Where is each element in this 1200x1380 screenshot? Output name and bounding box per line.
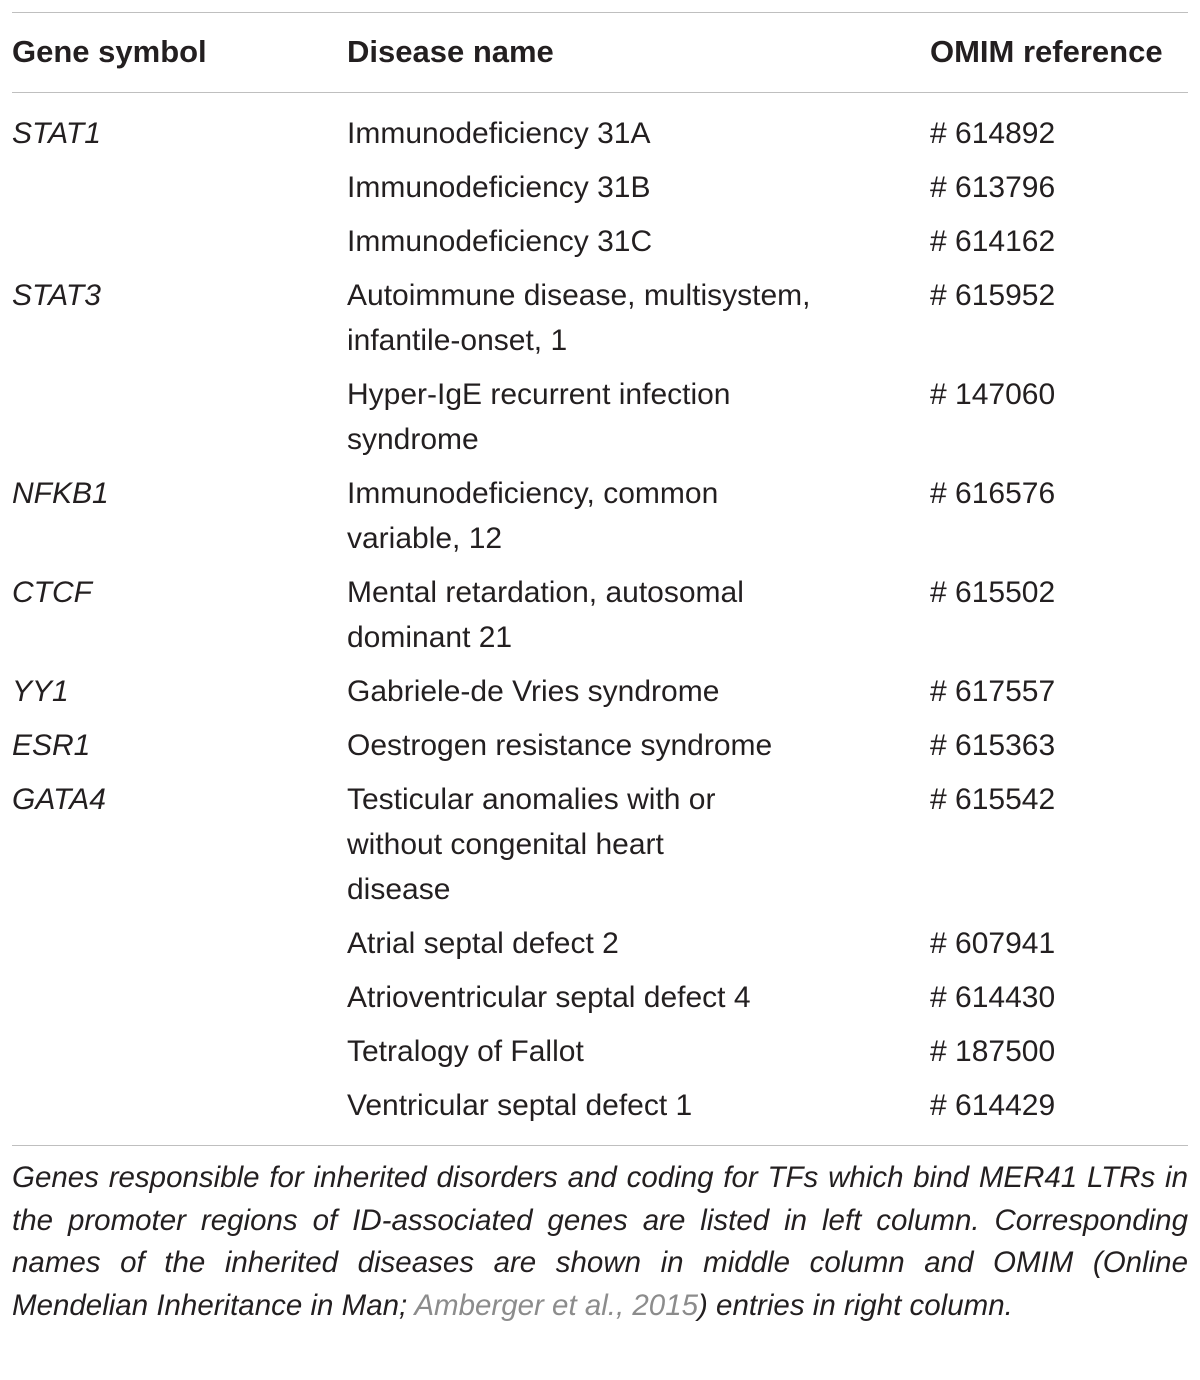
disease-cell: Immunodeficiency 31B xyxy=(347,171,651,204)
header-rule xyxy=(12,92,1188,93)
omim-cell: # 615542 xyxy=(930,783,1056,816)
caption-text-before: Genes responsible for inherited disorders and coding for TFs which bind MER41 LTRs in the promoter regions of ID-associated genes are listed in left column. Corresponding names of the inherited diseases are shown in middle column and OMIM (Online Mendelian Inheritance in Man; xyxy=(12,1161,1188,1322)
omim-cell: # 614429 xyxy=(930,1089,1056,1122)
omim-cell: # 614892 xyxy=(930,117,1056,150)
omim-cell: # 617557 xyxy=(930,675,1056,708)
disease-cell: Immunodeficiency, common variable, 12 xyxy=(347,477,719,555)
gene-cell: GATA4 xyxy=(12,783,106,816)
gene-cell: NFKB1 xyxy=(12,477,109,510)
omim-cell: # 614430 xyxy=(930,981,1056,1014)
disease-cell: Immunodeficiency 31C xyxy=(347,225,653,258)
omim-cell: # 615363 xyxy=(930,729,1056,762)
omim-cell: # 613796 xyxy=(930,171,1056,204)
disease-cell: Autoimmune disease, multisystem, infantile-onset, 1 xyxy=(347,279,811,357)
disease-cell: Hyper-IgE recurrent infection syndrome xyxy=(347,378,731,456)
citation-link[interactable]: Amberger et al., 2015 xyxy=(414,1288,699,1322)
disease-cell: Tetralogy of Fallot xyxy=(347,1035,584,1068)
gene-cell: STAT3 xyxy=(12,279,101,312)
gene-cell: ESR1 xyxy=(12,729,91,762)
header-disease-name: Disease name xyxy=(347,34,554,69)
disease-cell: Oestrogen resistance syndrome xyxy=(347,729,773,762)
footer-rule xyxy=(12,1145,1188,1146)
table-caption xyxy=(12,1157,1188,1327)
gene-cell: YY1 xyxy=(12,675,69,708)
omim-cell: # 147060 xyxy=(930,378,1056,411)
header-gene-symbol: Gene symbol xyxy=(12,34,207,69)
disease-cell: Ventricular septal defect 1 xyxy=(347,1089,693,1122)
disease-cell: Atrioventricular septal defect 4 xyxy=(347,981,751,1014)
gene-cell: CTCF xyxy=(12,576,92,609)
omim-cell: # 615952 xyxy=(930,279,1056,312)
disease-cell: Mental retardation, autosomal dominant 21 xyxy=(347,576,744,654)
gene-cell: STAT1 xyxy=(12,117,101,150)
omim-cell: # 187500 xyxy=(930,1035,1056,1068)
disease-cell: Gabriele-de Vries syndrome xyxy=(347,675,720,708)
caption-text-after: ) entries in right column. xyxy=(698,1288,1013,1322)
top-rule xyxy=(12,12,1188,13)
disease-cell: Immunodeficiency 31A xyxy=(347,117,651,150)
omim-cell: # 607941 xyxy=(930,927,1056,960)
omim-cell: # 615502 xyxy=(930,576,1056,609)
header-omim-reference: OMIM reference xyxy=(930,34,1163,69)
disease-cell: Atrial septal defect 2 xyxy=(347,927,619,960)
disease-cell: Testicular anomalies with or without congenital heart disease xyxy=(347,783,716,906)
omim-cell: # 616576 xyxy=(930,477,1056,510)
omim-cell: # 614162 xyxy=(930,225,1056,258)
